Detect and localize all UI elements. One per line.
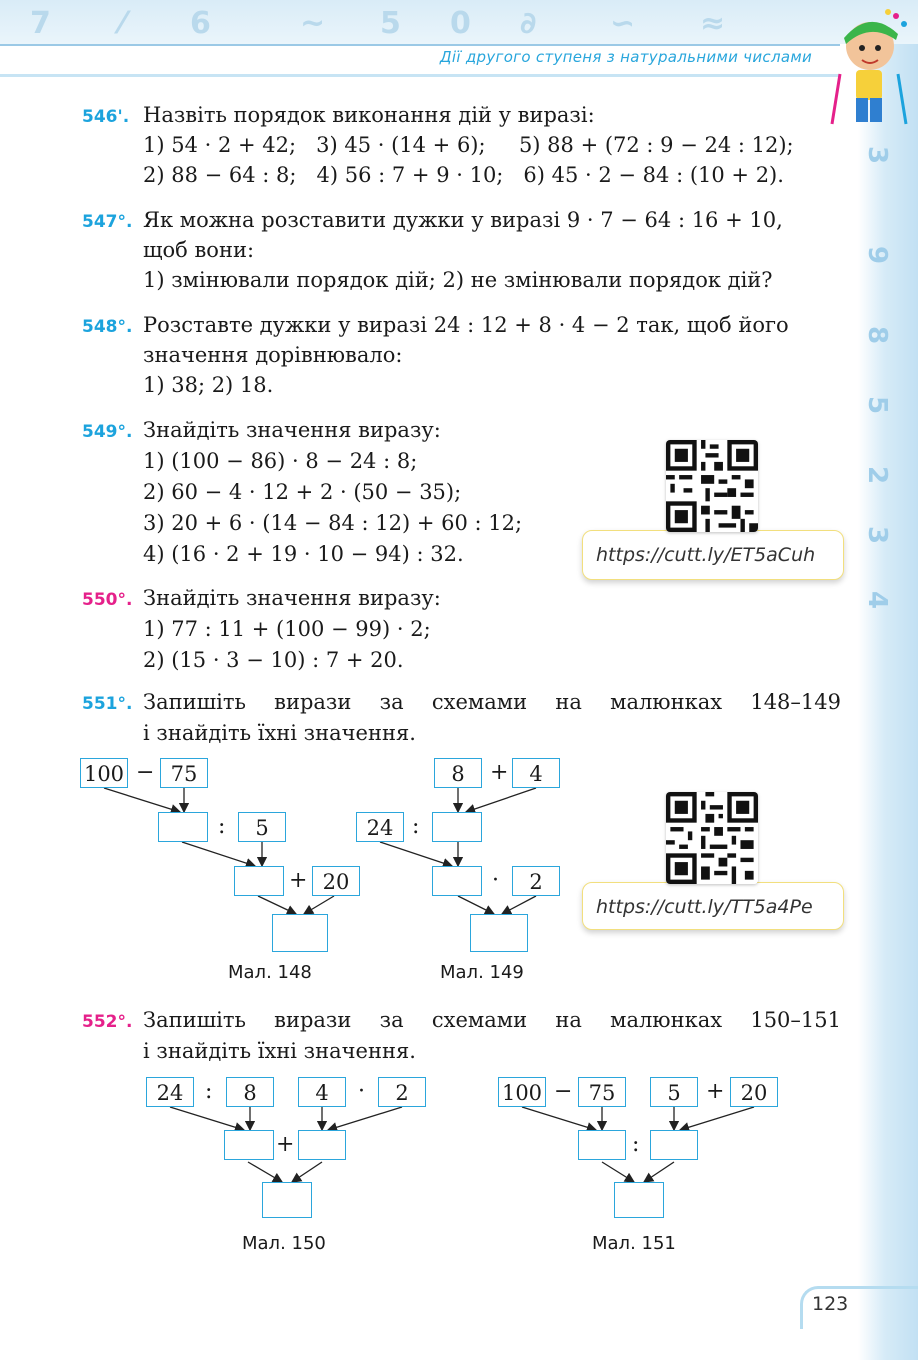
decor-digit: 8 bbox=[862, 325, 893, 345]
fig149-box-c: 24 bbox=[356, 812, 404, 842]
fig149-op3: · bbox=[492, 868, 499, 893]
exercise-text: Запишіть вирази за схемами на малюнках 148–149 bbox=[143, 690, 841, 714]
fig150-box-c: 4 bbox=[298, 1077, 346, 1107]
fig151-blank-box[interactable] bbox=[650, 1130, 698, 1160]
decor-digit: ⁄ bbox=[120, 6, 126, 41]
figure-caption: Мал. 151 bbox=[592, 1233, 676, 1254]
qr-link-url[interactable]: https://cutt.ly/ET5aCuh bbox=[596, 544, 816, 566]
decor-digit: ≈ bbox=[700, 6, 726, 41]
fig150-op3: + bbox=[276, 1132, 295, 1157]
page-number: 123 bbox=[812, 1293, 849, 1315]
fig150-box-b: 8 bbox=[226, 1077, 274, 1107]
exercise-text: Запишіть вирази за схемами на малюнках 150–151 bbox=[143, 1008, 841, 1032]
fig150-op1: : bbox=[205, 1079, 213, 1104]
exercise-number: 546'. bbox=[82, 107, 130, 127]
fig151-op1: − bbox=[554, 1079, 573, 1104]
fig151-op2: + bbox=[706, 1079, 725, 1104]
exercise-number: 550°. bbox=[82, 590, 133, 610]
decor-digit: ∂ bbox=[520, 6, 537, 41]
fig151-box-b: 75 bbox=[578, 1077, 626, 1107]
fig148-box-d: 20 bbox=[312, 866, 360, 896]
figure-caption: Мал. 150 bbox=[242, 1233, 326, 1254]
exercise-text: щоб вони: bbox=[143, 238, 255, 262]
decor-digit: 9 bbox=[862, 245, 893, 265]
exercise-text: значення дорівнювало: bbox=[143, 343, 403, 367]
fig150-box-a: 24 bbox=[146, 1077, 194, 1107]
fig151-box-d: 20 bbox=[730, 1077, 778, 1107]
fig149-op2: : bbox=[412, 814, 420, 839]
figure-caption: Мал. 149 bbox=[440, 962, 524, 983]
fig150-result-box[interactable] bbox=[262, 1182, 312, 1218]
decor-digit: 6 bbox=[190, 6, 211, 41]
decor-digit: 5 bbox=[380, 6, 401, 41]
fig148-box-a: 100 bbox=[80, 758, 128, 788]
fig151-box-c: 5 bbox=[650, 1077, 698, 1107]
exercise-text: Знайдіть значення виразу: bbox=[143, 586, 441, 610]
exercise-text: 1) 38; 2) 18. bbox=[143, 373, 274, 397]
exercise-text: 3) 20 + 6 · (14 − 84 : 12) + 60 : 12; bbox=[143, 511, 523, 535]
exercise-text: Розставте дужки у виразі 24 : 12 + 8 · 4 − 2 так, щоб його bbox=[143, 313, 789, 337]
fig149-box-d: 2 bbox=[512, 866, 560, 896]
decor-digit: 4 bbox=[862, 590, 893, 610]
fig149-blank-box[interactable] bbox=[432, 866, 482, 896]
exercise-text: 1) 54 · 2 + 42; 3) 45 · (14 + 6); 5) 88 + (72 : 9 − 24 : 12); bbox=[143, 133, 794, 157]
exercise-text: 1) (100 − 86) · 8 − 24 : 8; bbox=[143, 449, 418, 473]
fig150-op2: · bbox=[358, 1079, 365, 1104]
decor-digit: 0 bbox=[450, 6, 471, 41]
decor-digit: 3 bbox=[862, 145, 893, 165]
figure-caption: Мал. 148 bbox=[228, 962, 312, 983]
fig151-op3: : bbox=[632, 1132, 640, 1157]
exercise-text: Назвіть порядок виконання дій у виразі: bbox=[143, 103, 595, 127]
exercise-text: Як можна розставити дужки у виразі 9 · 7 − 64 : 16 + 10, bbox=[143, 208, 783, 232]
section-title: Дії другого ступеня з натуральними числами bbox=[439, 48, 812, 66]
exercise-text: 4) (16 · 2 + 19 · 10 − 94) : 32. bbox=[143, 542, 464, 566]
exercise-text: і знайдіть їхні значення. bbox=[143, 721, 416, 745]
decor-digit: ∽ bbox=[610, 6, 636, 41]
fig148-blank-box[interactable] bbox=[234, 866, 284, 896]
qr-link-url[interactable]: https://cutt.ly/TT5a4Pe bbox=[596, 896, 813, 918]
exercise-text: Знайдіть значення виразу: bbox=[143, 418, 441, 442]
decor-digit: 5 bbox=[862, 395, 893, 415]
fig151-box-a: 100 bbox=[498, 1077, 546, 1107]
fig149-box-b: 4 bbox=[512, 758, 560, 788]
exercise-number: 548°. bbox=[82, 317, 133, 337]
exercise-text: 2) (15 · 3 − 10) : 7 + 20. bbox=[143, 648, 404, 672]
decor-digit: 7 bbox=[30, 6, 51, 41]
exercise-text: і знайдіть їхні значення. bbox=[143, 1039, 416, 1063]
fig149-op1: + bbox=[490, 760, 509, 785]
fig148-op3: + bbox=[289, 868, 308, 893]
exercise-number: 551°. bbox=[82, 694, 133, 714]
decor-digit: ~ bbox=[300, 6, 326, 41]
exercise-text: 1) змінювали порядок дій; 2) не змінювали порядок дій? bbox=[143, 268, 773, 292]
fig150-blank-box[interactable] bbox=[298, 1130, 346, 1160]
exercise-number: 547°. bbox=[82, 212, 133, 232]
fig150-blank-box[interactable] bbox=[224, 1130, 274, 1160]
fig149-box-a: 8 bbox=[434, 758, 482, 788]
decor-digit: 3 bbox=[862, 525, 893, 545]
fig148-op1: − bbox=[136, 760, 155, 785]
fig148-result-box[interactable] bbox=[272, 914, 328, 952]
fig148-blank-box[interactable] bbox=[158, 812, 208, 842]
fig151-blank-box[interactable] bbox=[578, 1130, 626, 1160]
qr-code-icon bbox=[666, 792, 758, 884]
fig149-blank-box[interactable] bbox=[432, 812, 482, 842]
decor-digit: 2 bbox=[862, 465, 893, 485]
fig148-op2: : bbox=[218, 814, 226, 839]
exercise-text: 1) 77 : 11 + (100 − 99) · 2; bbox=[143, 617, 431, 641]
fig148-box-b: 75 bbox=[160, 758, 208, 788]
exercise-number: 549°. bbox=[82, 422, 133, 442]
fig148-box-c: 5 bbox=[238, 812, 286, 842]
exercise-text: 2) 88 − 64 : 8; 4) 56 : 7 + 9 · 10; 6) 45 · 2 − 84 : (10 + 2). bbox=[143, 163, 784, 187]
fig149-result-box[interactable] bbox=[470, 914, 528, 952]
exercise-text: 2) 60 − 4 · 12 + 2 · (50 − 35); bbox=[143, 480, 462, 504]
fig150-box-d: 2 bbox=[378, 1077, 426, 1107]
fig151-result-box[interactable] bbox=[614, 1182, 664, 1218]
exercise-number: 552°. bbox=[82, 1012, 133, 1032]
